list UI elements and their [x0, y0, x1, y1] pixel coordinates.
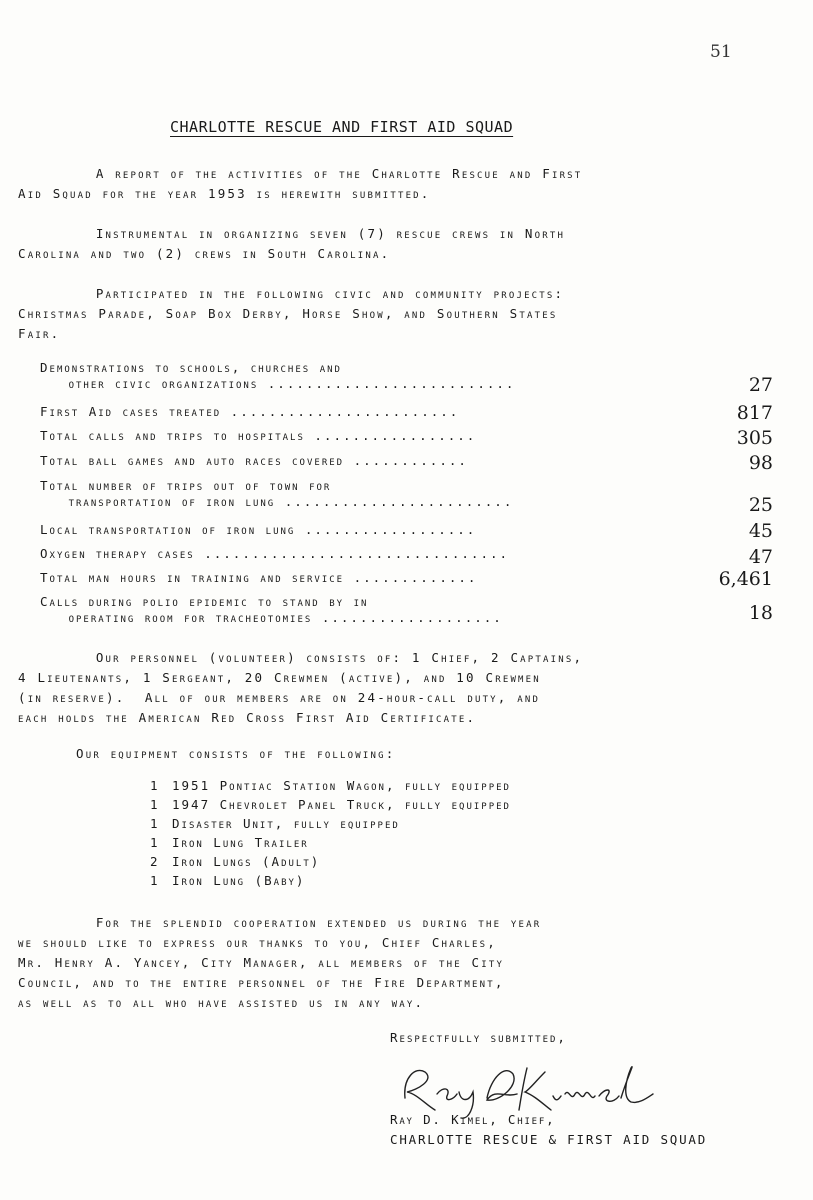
stat-row-polio [40, 594, 785, 638]
stat-value: 27 [748, 374, 773, 396]
equipment-qty: 1 [150, 816, 160, 831]
equipment-item: Disaster Unit, fully equipped [172, 816, 400, 831]
list-item [150, 871, 511, 890]
stat-value: 18 [748, 602, 773, 624]
stat-value: 25 [748, 494, 773, 516]
stat-row-first-aid [40, 404, 785, 428]
stat-row-demonstrations [40, 360, 785, 404]
stat-label: Total ball games and auto races covered ............ [40, 453, 468, 468]
activity-statistics [40, 360, 785, 638]
equipment-qty: 2 [150, 854, 160, 869]
stat-label: Calls during polio epidemic to stand by in operating room for tracheotomies ................... [40, 594, 503, 625]
thanks-paragraph: For the splendid cooperation extended us during the year we should like to express our thanks to you, Chief Charles, Mr. Henry A. Yancey, City Manager, all members of the City Council, and to the entire personnel of the Fire Department, as well as to all who have assisted us in any way. [18, 915, 542, 1010]
list-item [150, 852, 511, 871]
stat-value: 45 [748, 520, 773, 542]
stat-row-man-hours [40, 570, 785, 594]
stat-row-oxygen [40, 546, 785, 570]
equipment-item: 1951 Pontiac Station Wagon, fully equipped [172, 778, 511, 793]
stat-row-hospital-calls [40, 428, 785, 453]
equipment-qty: 1 [150, 797, 160, 812]
list-item [150, 776, 511, 795]
stat-value: 47 [748, 546, 773, 568]
list-item [150, 833, 511, 852]
stat-label: Total number of trips out of town for transportation of iron lung ........................ [40, 478, 514, 509]
stat-label: Total calls and trips to hospitals ................. [40, 428, 477, 443]
equipment-item: Iron Lung (Baby) [172, 873, 306, 888]
stat-label: Local transportation of iron lung .................. [40, 522, 477, 537]
list-item [150, 795, 511, 814]
stat-row-local-transport [40, 522, 785, 546]
list-item [150, 814, 511, 833]
stat-label: Oxygen therapy cases ................................ [40, 546, 510, 561]
stat-value: 98 [748, 452, 773, 474]
signature-organization: CHARLOTTE RESCUE & FIRST AID SQUAD [390, 1132, 708, 1147]
equipment-item: Iron Lung Trailer [172, 835, 309, 850]
stat-label: First Aid cases treated ........................ [40, 404, 460, 419]
stat-value: 305 [736, 427, 773, 449]
stat-value: 6,461 [718, 568, 773, 590]
signature-name: Ray D. Kimel, Chief, [390, 1112, 556, 1127]
intro-paragraph: A report of the activities of the Charlotte Rescue and First Aid Squad for the year 1953 is herewith submitted. [18, 166, 583, 201]
equipment-qty: 1 [150, 873, 160, 888]
signature-block [390, 1110, 707, 1150]
stat-row-out-of-town [40, 478, 785, 522]
equipment-item: Iron Lungs (Adult) [172, 854, 321, 869]
equipment-intro: Our equipment consists of the following: [76, 746, 396, 761]
equipment-list [150, 776, 511, 890]
page-number: 51 [710, 42, 732, 62]
stat-label: Demonstrations to schools, churches and other civic organizations .......................... [40, 360, 516, 391]
equipment-item: 1947 Chevrolet Panel Truck, fully equipped [172, 797, 511, 812]
document-title: CHARLOTTE RESCUE AND FIRST AID SQUAD [170, 118, 514, 136]
closing-line: Respectfully submitted, [390, 1030, 567, 1045]
equipment-qty: 1 [150, 778, 160, 793]
stat-value: 817 [736, 402, 773, 424]
stat-label: Total man hours in training and service ............. [40, 570, 478, 585]
stat-row-games-races [40, 453, 785, 478]
equipment-qty: 1 [150, 835, 160, 850]
projects-paragraph: Participated in the following civic and community projects: Christmas Parade, Soap Box Derby, Horse Show, and Southern States Fair. [18, 286, 565, 341]
personnel-paragraph: Our personnel (volunteer) consists of: 1 Chief, 2 Captains, 4 Lieutenants, 1 Sergeant, 20 Crewmen (active), and 10 Crewmen (in reserve). All of our members are on 24-hour-call duty, and each holds the American Red Cross First Aid Certificate. [18, 650, 584, 725]
organizing-paragraph: Instrumental in organizing seven (7) rescue crews in North Carolina and two (2) crews in South Carolina. [18, 226, 566, 261]
